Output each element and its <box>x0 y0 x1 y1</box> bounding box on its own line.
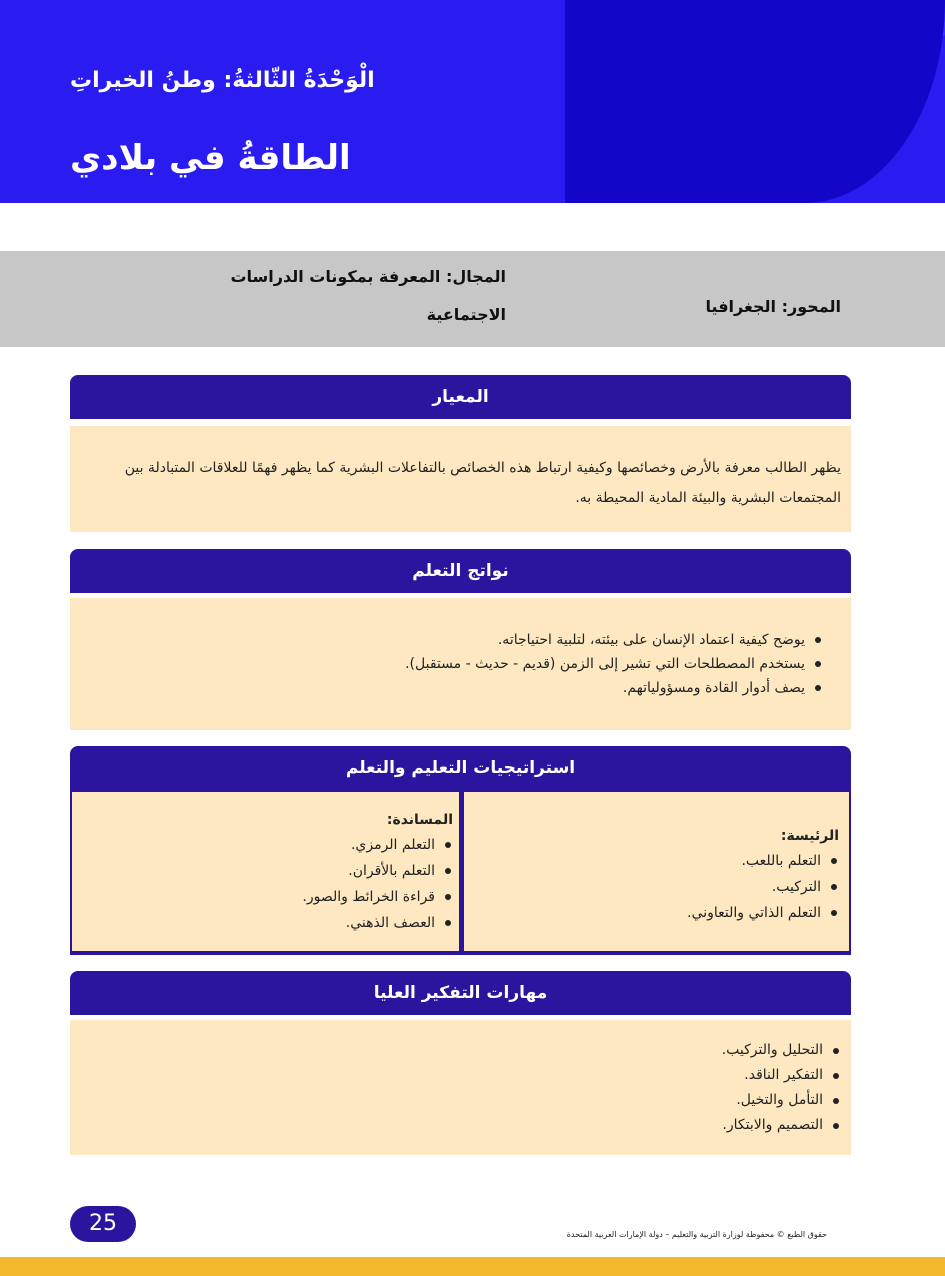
standard-text: يظهر الطالب معرفة بالأرض وخصائصها وكيفية ارتباط هذه الخصائص بالتفاعلات البشرية كما يظهر فهمًا للعلاقات المتبادلة بين المجتمعات البشرية والبيئة المادية المحيطة به. <box>124 460 841 506</box>
list-item: التعلم الذاتي والتعاوني. <box>464 900 839 926</box>
strategies-body <box>70 790 851 955</box>
outcomes-body <box>70 598 851 730</box>
strategies-main-column <box>464 792 849 951</box>
outcomes-heading: نواتج التعلم <box>70 549 851 593</box>
list-item: التعلم الرمزي. <box>72 832 453 858</box>
footer-band <box>0 1257 945 1276</box>
list-item: التفكير الناقد. <box>70 1063 841 1088</box>
list-item: قراءة الخرائط والصور. <box>72 884 453 910</box>
domain-label: المجال: المعرفة بمكونات الدراسات الاجتماعية <box>230 267 506 324</box>
strategies-main-title: الرئيسة: <box>780 828 839 844</box>
axis-label: المحور: الجغرافيا <box>705 297 841 316</box>
strategies-support-title: المساندة: <box>386 812 453 828</box>
list-item: التعلم باللعب. <box>464 848 839 874</box>
strategies-support-column <box>72 792 459 951</box>
strategies-main-list <box>464 848 839 926</box>
skills-list <box>70 1020 851 1138</box>
copyright-notice: حقوق الطبع © محفوظة لوزارة التربية والتعليم – دولة الإمارات العربية المتحدة <box>566 1230 827 1239</box>
list-item: يصف أدوار القادة ومسؤولياتهم. <box>70 676 823 700</box>
unit-title: الْوَحْدَةُ الثّالثةُ: وطنُ الخيراتِ <box>70 68 375 93</box>
outcomes-list <box>70 598 851 700</box>
list-item: التحليل والتركيب. <box>70 1038 841 1063</box>
lesson-title: الطاقةُ في بلادي <box>70 138 351 178</box>
standard-body <box>70 426 851 532</box>
standard-heading: المعيار <box>70 375 851 419</box>
skills-heading: مهارات التفكير العليا <box>70 971 851 1015</box>
strategies-heading: استراتيجيات التعليم والتعلم <box>70 746 851 790</box>
list-item: العصف الذهني. <box>72 910 453 936</box>
list-item: التركيب. <box>464 874 839 900</box>
list-item: التعلم بالأقران. <box>72 858 453 884</box>
page-number: 25 <box>70 1206 136 1242</box>
skills-body <box>70 1020 851 1155</box>
header-decoration-dark <box>565 0 945 203</box>
list-item: يستخدم المصطلحات التي تشير إلى الزمن (قديم - حديث - مستقبل). <box>70 652 823 676</box>
list-item: يوضح كيفية اعتماد الإنسان على بيئته، لتلبية احتياجاته. <box>70 628 823 652</box>
strategies-support-list <box>72 832 453 936</box>
list-item: التأمل والتخيل. <box>70 1088 841 1113</box>
list-item: التصميم والابتكار. <box>70 1113 841 1138</box>
